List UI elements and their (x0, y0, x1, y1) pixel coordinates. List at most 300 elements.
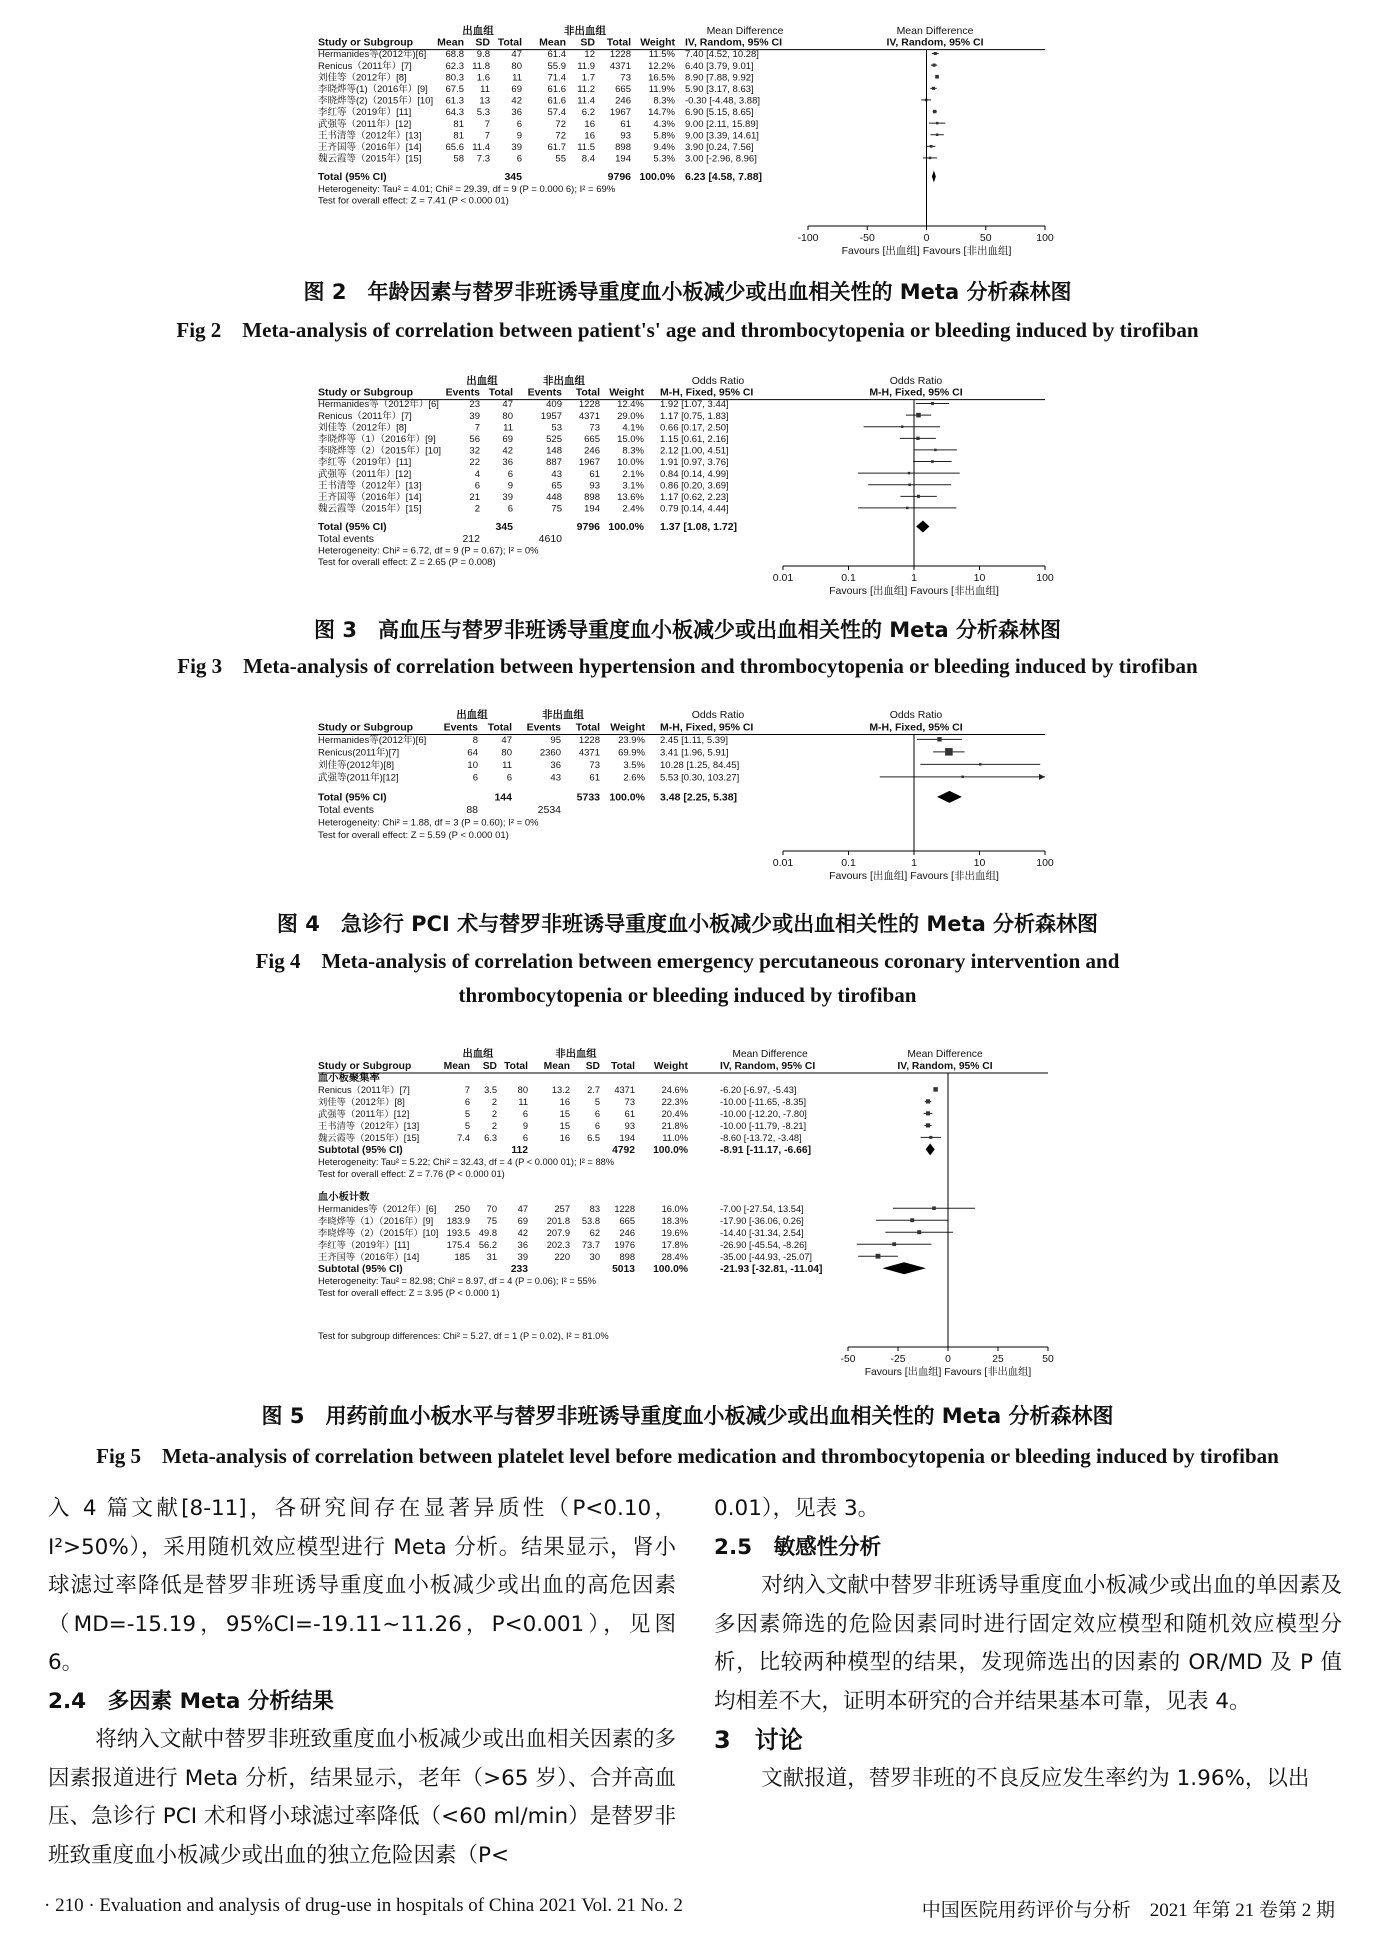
table-row: 250 (454, 1203, 470, 1214)
stat-note: Heterogeneity: Tau² = 4.01; Chi² = 29.39, df = 9 (P = 0.000 6); I² = 69% (318, 183, 616, 195)
plot-subheader: IV, Random, 95% CI (886, 36, 984, 49)
table-row: 887 (546, 457, 562, 469)
x-tick-label: 50 (1042, 1354, 1054, 1365)
x-tick-label: 1 (911, 572, 917, 584)
table-row: 4 (474, 468, 480, 480)
table-row: 525 (546, 434, 562, 445)
subtotal-value: 100.0% (653, 1263, 688, 1275)
table-row: 56.2 (478, 1239, 497, 1250)
table-row: 4371 (578, 410, 600, 422)
table-row: -8.60 [-13.72, -3.48] (720, 1133, 802, 1143)
section-2-4-heading: 2.4 多因素 Meta 分析结果 (48, 1688, 334, 1714)
table-row: 19.6% (661, 1227, 688, 1238)
total-label: Total (95% CI) (318, 171, 387, 184)
table-row: 185 (454, 1251, 470, 1262)
plot-subheader: IV, Random, 95% CI (897, 1061, 993, 1072)
table-row: -14.40 [-31.34, 2.54] (720, 1227, 804, 1238)
table-row: 2.7 (587, 1085, 600, 1095)
table-row: 13.6% (617, 492, 644, 503)
fig2-caption-en: Fig 2 Meta-analysis of correlation between patient's' age and thrombocytopenia or bleeding induced by tirofiban (176, 318, 1199, 342)
column-header: Weight (609, 386, 644, 399)
table-row: 16 (584, 130, 595, 142)
table-row: 李红等（2019年）[11] (318, 107, 412, 119)
table-row: 39 (517, 1251, 528, 1262)
table-row: 11 (480, 84, 490, 95)
table-row: 448 (546, 492, 562, 503)
table-row: 7.4 (457, 1133, 470, 1143)
subtotal-value: 112 (511, 1145, 528, 1156)
table-row: 16 (584, 118, 595, 130)
table-row: 5 (464, 1121, 470, 1131)
favours-label: Favours [出血组] Favours [非出血组] (864, 1367, 1032, 1378)
study-point (961, 776, 964, 779)
favours-label: Favours [出血组] Favours [非出血组] (829, 585, 999, 597)
table-row: 193.5 (446, 1227, 470, 1238)
favours-label: Favours [出血组] Favours [非出血组] (841, 245, 1012, 257)
table-row: 6 (522, 1133, 528, 1143)
table-row: 2.45 [1.11, 5.39] (660, 735, 728, 746)
table-row: 49.8 (478, 1227, 497, 1238)
table-row: 175.4 (446, 1239, 470, 1250)
table-row: 李红等（2019年）[11] (318, 1239, 410, 1250)
total-events-label: Total events (318, 804, 375, 816)
column-header: Mean (539, 36, 566, 49)
table-row: 246 (584, 445, 600, 457)
table-row: 80 (502, 410, 513, 422)
table-row: 6 (464, 1097, 470, 1107)
table-row: 6 (506, 772, 512, 784)
total-events-value: 2534 (537, 804, 561, 816)
table-row: 16 (559, 1097, 570, 1107)
table-row: 29.0% (617, 410, 644, 422)
table-row: 47 (517, 1203, 528, 1214)
table-row: 207.9 (546, 1227, 570, 1238)
table-row: 王书清等（2012年）[13] (318, 130, 422, 142)
table-row: Hermanides等(2012年)[6] (318, 49, 427, 61)
table-row: 刘佳等(2012年)[8] (318, 760, 395, 771)
table-row: 18.3% (661, 1215, 688, 1226)
table-row: 23 (469, 399, 480, 411)
table-row: 11.5 (577, 142, 595, 153)
table-row: 王书清等（2012年）[13] (318, 1121, 420, 1131)
table-row: 67.5 (445, 84, 464, 95)
table-row: 武强等（2011年）[12] (318, 1109, 410, 1119)
pooled-diamond (937, 791, 962, 803)
table-row: 9 (507, 480, 513, 492)
total-label: Total (95% CI) (318, 791, 387, 804)
column-header: Mean (437, 36, 464, 49)
table-row: 73 (620, 72, 631, 84)
table-row: 64.3 (445, 107, 464, 119)
column-header: Total (487, 721, 512, 734)
group1-header: 出血组 (466, 375, 498, 387)
table-row: 43 (550, 772, 561, 784)
study-point (933, 110, 936, 113)
table-row: 1.7 (581, 72, 595, 84)
paragraph-continued-right: 0.01），见表 3。 (714, 1496, 880, 1521)
plot-subheader: M-H, Fixed, 95% CI (869, 721, 963, 734)
table-row: 1.17 [0.75, 1.83] (660, 410, 729, 422)
table-row: 21.8% (661, 1121, 688, 1131)
table-row: -0.30 [-4.48, 3.88] (685, 95, 760, 107)
plot-header: Mean Difference (896, 25, 974, 37)
table-row: 6 (522, 1109, 528, 1119)
table-row: 62 (589, 1227, 600, 1238)
table-row: 409 (546, 399, 562, 411)
table-row: 55 (555, 153, 566, 165)
table-row: 194 (584, 503, 600, 515)
footer-journal-zh: 中国医院用药评价与分析 2021 年第 21 卷第 2 期 (921, 1900, 1335, 1921)
table-row: 36 (517, 1239, 528, 1250)
paragraph-continued: 入 4 篇文献[8-11]，各研究间存在显著异质性（P<0.10，I²>50%），采用随机效应模型进行 Meta 分析。结果显示，肾小球滤过率降低是替罗非班诱导重度血小板减少或出血的高危因素（MD=-15.19，95%CI=-19.11~11.26，P<0.001），见图 6。 (48, 1496, 676, 1675)
table-row: 11.9 (577, 60, 595, 72)
column-header: Weight (653, 1061, 688, 1072)
table-row: 81 (453, 130, 464, 142)
table-row: 11.8 (472, 60, 490, 72)
fig3-caption-zh: 图 3 高血压与替罗非班诱导重度血小板减少或出血相关性的 Meta 分析森林图 (314, 618, 1061, 642)
study-point (945, 748, 953, 756)
table-row: Renicus（2011年）[7] (318, 1085, 410, 1095)
group1-header: 出血组 (462, 1049, 494, 1060)
column-header: Events (526, 721, 561, 734)
table-row: 61.6 (547, 95, 566, 107)
table-row: 8 (472, 735, 478, 746)
table-row: 武强等(2011年)[12] (318, 772, 399, 784)
total-value: 9796 (576, 521, 600, 534)
table-row: 55.9 (547, 60, 566, 72)
table-row: 202.3 (546, 1239, 570, 1250)
x-tick-label: 50 (979, 232, 992, 244)
table-row: 16 (559, 1133, 570, 1143)
table-row: 61 (589, 772, 600, 784)
effect-header: Odds Ratio (691, 375, 745, 387)
table-row: 4.3% (653, 118, 675, 130)
table-row: 56 (469, 434, 480, 445)
table-row: 3.00 [-2.96, 8.96] (685, 153, 757, 165)
table-row: Renicus（2011年）[7] (318, 60, 412, 72)
table-row: 1957 (540, 410, 562, 422)
table-row: 2.1% (622, 468, 644, 480)
table-row: 12.4% (617, 399, 644, 411)
table-row: 95 (550, 735, 561, 746)
study-point (937, 737, 941, 741)
study-point (930, 145, 933, 148)
column-header: Total (575, 721, 600, 734)
table-row: 9.00 [3.39, 14.61] (685, 130, 759, 142)
table-row: 9.00 [2.11, 15.89] (685, 118, 759, 130)
table-row: 5.8% (653, 130, 675, 142)
table-row: 7 (464, 1085, 470, 1095)
subtotal-label: Subtotal (95% CI) (318, 1145, 403, 1156)
table-row: 2 (474, 503, 480, 515)
x-tick-label: 0.1 (841, 572, 856, 584)
subtotal-value: 4792 (612, 1145, 635, 1156)
column-header: Total (575, 386, 600, 399)
table-row: 3.90 [0.24, 7.56] (685, 142, 754, 153)
table-row: 9.8 (476, 49, 490, 61)
table-row: 665 (615, 84, 631, 95)
study-point (936, 133, 939, 136)
table-row: 194 (619, 1133, 635, 1143)
x-tick-label: 1 (911, 857, 917, 869)
table-row: 1.15 [0.61, 2.16] (660, 434, 729, 445)
plot-header: Mean Difference (907, 1049, 983, 1060)
table-row: 10 (467, 760, 478, 771)
x-tick-label: 0 (945, 1354, 951, 1365)
table-row: -10.00 [-11.79, -8.21] (720, 1121, 807, 1131)
table-row: 898 (584, 492, 600, 503)
study-point (931, 460, 934, 463)
paragraph-discussion: 文献报道，替罗非班的不良反应发生率约为 1.96%，以出 (761, 1765, 1310, 1791)
table-row: 28.4% (661, 1251, 688, 1262)
table-row: 83 (589, 1203, 600, 1214)
table-row: 李晓烨等（1）（2016年）[9] (318, 434, 436, 445)
table-row: 81 (453, 118, 464, 130)
table-row: 3.1% (622, 480, 644, 492)
table-row: 14.7% (648, 107, 675, 119)
table-row: 1228 (609, 49, 631, 61)
table-row: 1967 (578, 457, 600, 469)
table-row: 2 (491, 1097, 497, 1107)
table-row: 6.90 [5.15, 8.65] (685, 107, 754, 119)
table-row: 2.4% (622, 503, 644, 515)
total-events-label: Total events (318, 532, 375, 545)
table-row: 11 (518, 1097, 528, 1107)
fig5-caption-zh: 图 5 用药前血小板水平与替罗非班诱导重度血小板减少或出血相关性的 Meta 分析森林图 (261, 1404, 1114, 1428)
table-row: 64 (467, 747, 478, 759)
group2-header: 非出血组 (543, 375, 585, 387)
study-point (917, 1230, 921, 1234)
x-tick-label: 10 (973, 572, 986, 584)
section-2-5-heading: 2.5 敏感性分析 (714, 1534, 882, 1560)
table-row: 22 (469, 457, 480, 469)
table-row: 4371 (578, 747, 600, 759)
table-row: 李晓烨等(1)（2016年）[9] (318, 84, 428, 95)
table-row: -10.00 [-12.20, -7.80] (720, 1109, 807, 1119)
study-point (932, 1206, 936, 1210)
table-row: 39 (469, 410, 480, 422)
column-header: Events (445, 386, 480, 399)
study-point (917, 495, 920, 498)
total-events-value: 88 (466, 804, 478, 816)
table-row: 36 (550, 760, 561, 771)
table-row: 6 (507, 468, 513, 480)
table-row: 0.66 [0.17, 2.50] (660, 422, 729, 434)
table-row: 61 (589, 468, 600, 480)
table-row: 93 (589, 480, 600, 492)
study-point (926, 1123, 930, 1127)
table-row: Hermanides等（2012年）[6] (318, 399, 439, 411)
study-point (906, 507, 909, 510)
subgroup-heading: 血小板聚集率 (318, 1073, 380, 1084)
table-row: 6.40 [3.79, 9.01] (685, 60, 754, 72)
table-row: 80 (511, 60, 522, 72)
table-row: 246 (619, 1227, 635, 1238)
table-row: 3.5% (623, 760, 645, 771)
total-value: 345 (495, 521, 513, 534)
table-row: 李晓烨等（2）（2015年）[10] (318, 1227, 439, 1238)
table-row: 93 (620, 130, 631, 142)
pooled-diamond (932, 170, 936, 182)
table-row: 5.3% (653, 153, 675, 165)
table-row: 75 (486, 1215, 497, 1226)
table-row: 魏云霞等（2015年）[15] (318, 503, 422, 515)
table-row: 898 (615, 142, 631, 153)
total-value: 6.23 [4.58, 7.88] (685, 171, 763, 184)
study-point (936, 122, 939, 125)
table-row: 3.5 (484, 1085, 497, 1095)
table-row: 665 (619, 1215, 635, 1226)
group2-header: 非出血组 (542, 709, 584, 721)
table-row: 13 (479, 95, 490, 107)
table-row: 61.3 (445, 95, 464, 107)
stat-note: Test for subgroup differences: Chi² = 5.27, df = 1 (P = 0.02), I² = 81.0% (318, 1331, 609, 1341)
column-header: SD (580, 36, 595, 49)
fig4-forest-plot (318, 708, 1054, 882)
x-tick-label: 0.01 (772, 857, 794, 869)
study-point (916, 413, 921, 418)
table-row: 5.3 (476, 107, 490, 119)
x-tick-label: 100 (1036, 232, 1054, 244)
table-row: 69 (517, 1215, 528, 1226)
total-events-value: 4610 (538, 532, 562, 545)
subtotal-value: 100.0% (653, 1145, 688, 1156)
subtotal-value: -21.93 [-32.81, -11.04] (720, 1263, 823, 1275)
table-row: 30 (589, 1251, 600, 1262)
fig2-forest-plot (318, 24, 1054, 257)
fig4-caption-en: Fig 4 Meta-analysis of correlation between emergency percutaneous coronary intervention and (255, 949, 1120, 973)
table-row: 61 (624, 1109, 635, 1119)
paragraph-multifactor: 将纳入文献中替罗非班致重度血小板减少或出血相关因素的多因素报道进行 Meta 分析，结果显示，老年（>65 岁）、合并高血压、急诊行 PCI 术和肾小球滤过率降低（<60 ml/min）是替罗非班致重度血小板减少或出血的独立危险因素（P< (48, 1727, 676, 1868)
section-3-heading: 3 讨论 (714, 1726, 803, 1754)
table-row: 6 (474, 480, 480, 492)
column-header: Study or Subgroup (318, 36, 414, 49)
effect-header: Mean Difference (706, 25, 784, 37)
column-header: M-H, Fixed, 95% CI (660, 386, 754, 399)
total-label: Total (95% CI) (318, 521, 387, 534)
table-row: 6 (516, 118, 522, 130)
table-row: 6 (516, 153, 522, 165)
table-row: 9.4% (653, 142, 675, 153)
table-row: 4371 (614, 1085, 635, 1095)
subgroup-heading: 血小板计数 (318, 1191, 370, 1203)
plot-subheader: M-H, Fixed, 95% CI (869, 386, 963, 399)
total-value: 1.37 [1.08, 1.72] (660, 521, 738, 534)
effect-header: Mean Difference (732, 1049, 808, 1060)
table-row: 69 (502, 434, 513, 445)
table-row: 39 (502, 492, 513, 503)
column-header: SD (482, 1061, 497, 1072)
table-row: 2.6% (623, 772, 645, 784)
table-row: 47 (502, 399, 513, 411)
table-row: 80.3 (445, 72, 464, 84)
column-header: Events (443, 721, 478, 734)
table-row: 9 (516, 130, 522, 142)
stat-note: Test for overall effect: Z = 5.59 (P < 0.000 01) (318, 830, 509, 841)
table-row: 183.9 (446, 1215, 470, 1226)
pooled-diamond (916, 520, 929, 532)
x-tick-label: -50 (859, 232, 875, 244)
table-row: Hermanides等(2012年)[6] (318, 735, 427, 746)
table-row: 刘佳等（2012年）[8] (318, 422, 407, 434)
table-row: 65 (551, 480, 562, 492)
column-header: Total (504, 1061, 528, 1072)
table-row: 43 (551, 468, 562, 480)
subtotal-value: -8.91 [-11.17, -6.66] (720, 1145, 812, 1156)
column-header: Study or Subgroup (318, 386, 414, 399)
subtotal-label: Subtotal (95% CI) (318, 1263, 403, 1275)
table-row: 4371 (609, 60, 631, 72)
plot-header: Odds Ratio (889, 709, 943, 721)
table-row: 898 (619, 1251, 635, 1262)
table-row: Renicus（2011年）[7] (318, 410, 412, 422)
subtotal-diamond (926, 1143, 935, 1155)
table-row: 148 (546, 445, 562, 457)
fig4-caption-zh: 图 4 急诊行 PCI 术与替罗非班诱导重度血小板减少或出血相关性的 Meta 分析森林图 (276, 912, 1099, 936)
table-row: 0.84 [0.14, 4.99] (660, 468, 729, 480)
study-point (935, 75, 939, 79)
total-value: 345 (504, 171, 522, 184)
table-row: 8.3% (622, 445, 644, 457)
table-row: 11.9% (648, 84, 675, 95)
table-row: 武强等（2011年）[12] (318, 118, 412, 130)
table-row: 22.3% (661, 1097, 688, 1107)
study-point (910, 1218, 914, 1222)
table-row: 李晓烨等（1）（2016年）[9] (318, 1215, 434, 1226)
table-row: 刘佳等（2012年）[8] (318, 1097, 405, 1107)
table-row: 61 (620, 118, 631, 130)
total-value: 100.0% (639, 171, 675, 184)
subtotal-diamond (882, 1262, 926, 1274)
table-row: 3.41 [1.96, 5.91] (660, 747, 729, 759)
footer-journal-en: · 210 · Evaluation and analysis of drug-use in hospitals of China 2021 Vol. 21 No. 2 (44, 1895, 683, 1916)
column-header: Total (497, 36, 522, 49)
table-row: 665 (584, 434, 600, 445)
stat-note: Test for overall effect: Z = 2.65 (P = 0.008) (318, 556, 496, 568)
table-row: 12 (584, 49, 595, 61)
table-row: 75 (551, 503, 562, 515)
table-row: 20.4% (661, 1109, 688, 1119)
table-row: 1228 (578, 735, 600, 746)
table-row: -17.90 [-36.06, 0.26] (720, 1215, 804, 1226)
table-row: 58 (453, 153, 464, 165)
table-row: 11 (503, 422, 513, 434)
study-point (934, 449, 937, 452)
study-point (933, 1087, 937, 1091)
stat-note: Heterogeneity: Tau² = 82.98; Chi² = 8.97, df = 4 (P = 0.06); I² = 55% (318, 1275, 596, 1286)
table-row: 42 (502, 445, 513, 457)
subtotal-value: 233 (510, 1263, 528, 1275)
table-row: 15 (559, 1121, 570, 1131)
x-tick-label: 0.1 (841, 857, 856, 869)
ci-arrow (1039, 774, 1045, 780)
table-row: 73 (624, 1097, 635, 1107)
total-value: 3.48 [2.25, 5.38] (660, 791, 738, 804)
table-row: 7 (484, 130, 490, 142)
column-header: Study or Subgroup (318, 721, 414, 734)
fig3-caption-en: Fig 3 Meta-analysis of correlation between hypertension and thrombocytopenia or bleeding induced by tirofiban (177, 654, 1198, 678)
table-row: 11.4 (577, 95, 595, 107)
x-tick-label: 10 (973, 857, 986, 869)
table-row: 15 (559, 1109, 570, 1119)
study-point (908, 483, 911, 486)
x-tick-label: -100 (797, 232, 819, 244)
group1-header: 出血组 (456, 709, 488, 721)
table-row: 11.0% (662, 1133, 688, 1143)
table-row: 王齐国等（2016年）[14] (318, 142, 422, 153)
total-events-value: 212 (462, 532, 480, 545)
table-row: 1976 (614, 1239, 635, 1250)
